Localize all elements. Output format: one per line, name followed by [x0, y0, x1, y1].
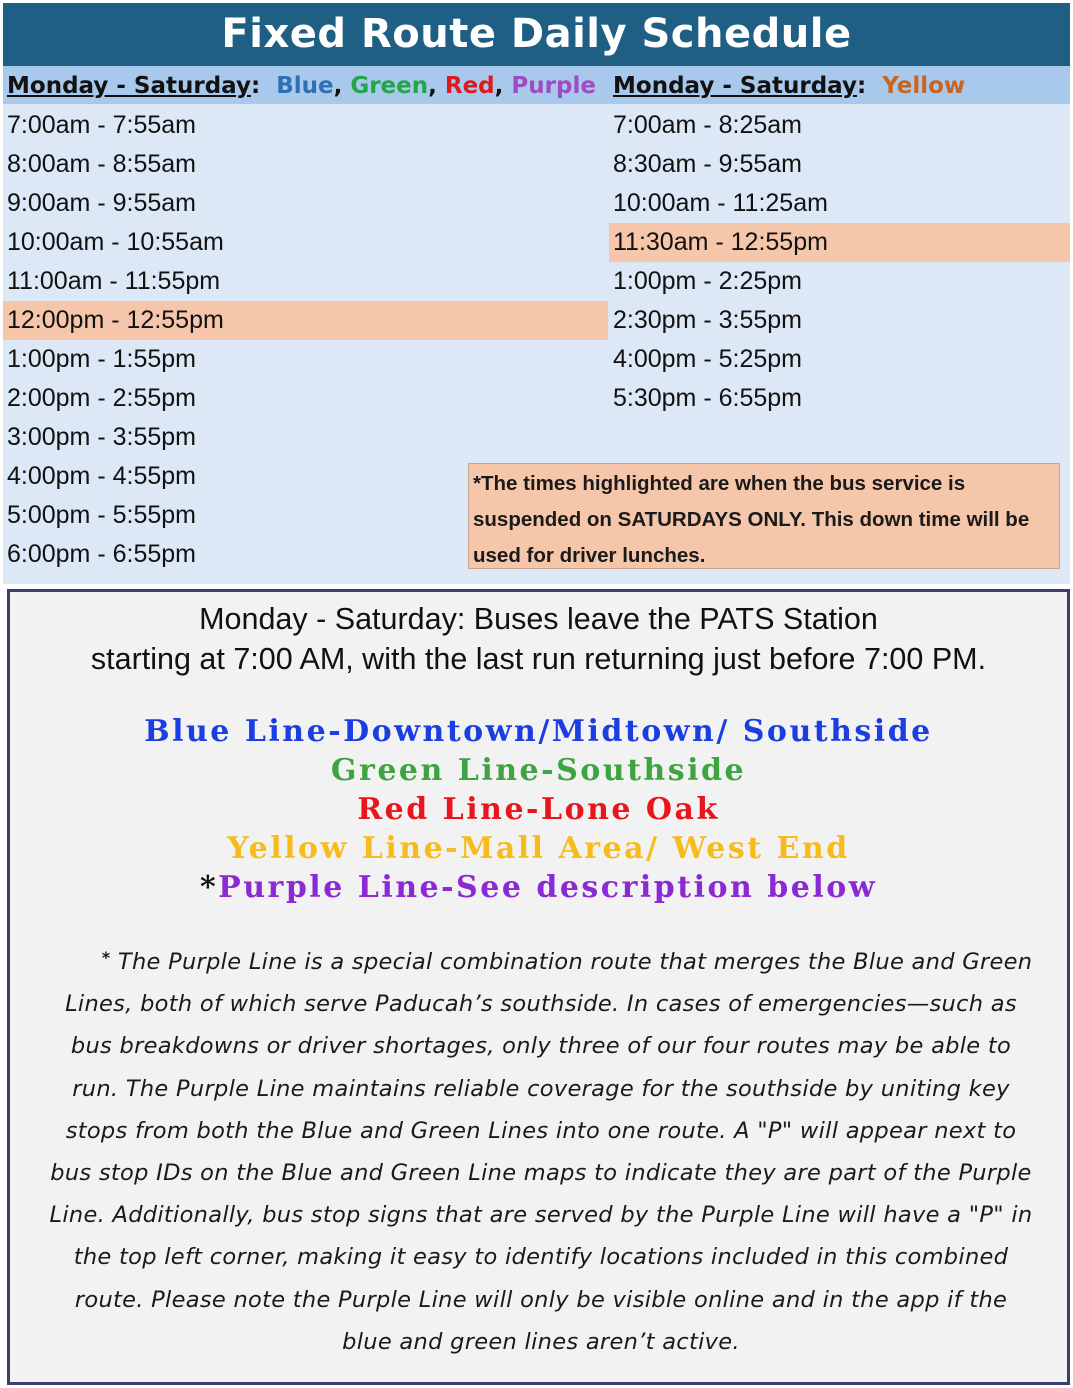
purple-line-label: Purple Line-See description below [218, 870, 878, 905]
right-time-slot: 4:00pm - 5:25pm [613, 345, 802, 373]
page-title: Fixed Route Daily Schedule [3, 3, 1070, 66]
left-time-slot: 3:00pm - 3:55pm [7, 423, 196, 451]
route-info-box [7, 589, 1070, 1385]
red-line-label: Red Line-Lone Oak [357, 792, 720, 827]
left-time-slot: 8:00am - 8:55am [7, 150, 196, 178]
intro-line-1: Monday - Saturday: Buses leave the PATS Station [199, 602, 878, 636]
right-days-label: Monday - Saturday [613, 73, 857, 99]
left-route-red: Red [444, 73, 495, 99]
saturday-note: *The times highlighted are when the bus service is suspended on SATURDAYS ONLY. This down time will be used for driver lunches. [468, 463, 1060, 569]
right-time-slot-highlighted: 11:30am - 12:55pm [609, 223, 1070, 262]
yellow-line-label: Yellow Line-Mall Area/ West End [227, 831, 850, 866]
left-route-list [276, 73, 596, 99]
left-route-blue: Blue [276, 73, 334, 99]
left-time-slot: 4:00pm - 4:55pm [7, 462, 196, 490]
left-route-separator: , [428, 73, 445, 99]
purple-line-row [10, 868, 1067, 907]
green-line-label: Green Line-Southside [330, 753, 747, 788]
intro-line-2: starting at 7:00 AM, with the last run returning just before 7:00 PM. [90, 642, 987, 676]
purple-line-asterisk: * [199, 870, 219, 905]
left-time-slot: 6:00pm - 6:55pm [7, 540, 196, 568]
right-time-list [609, 106, 1070, 418]
left-time-slot: 10:00am - 10:55am [7, 228, 224, 256]
purple-line-description [48, 937, 1034, 1363]
service-hours-intro [10, 599, 1067, 679]
left-time-slot: 11:00am - 11:55pm [7, 267, 221, 295]
schedule-table [3, 66, 1070, 584]
right-column-header [613, 66, 965, 104]
right-time-slot: 7:00am - 8:25am [613, 111, 802, 139]
right-route-yellow: Yellow [882, 73, 966, 99]
left-time-slot: 1:00pm - 1:55pm [7, 345, 196, 373]
left-route-separator: , [333, 73, 351, 99]
description-text: The Purple Line is a special combination route that merges the Blue and Green Lines, both of which serve Paducah’s southside. In cases of emergencies—such as bus breakdowns or driver shortages, only three of our four routes may be able to run. The Purple Line maintains reliable coverage for the southside by uniting key stops from both the Blue and Green Lines into one route. A "P" will appear next to bus stop IDs on the Blue and Green Line maps to indicate they are part of the Purple Line. Additionally, bus stop signs that are served by the Purple Line will have a "P" in the top left corner, making it easy to identify locations included in this combined route. Please note the Purple Line will only be visible online and in the app if the blue and green lines aren’t active. [49, 949, 1033, 1355]
schedule-header-row [3, 66, 1070, 104]
left-time-slot-highlighted: 12:00pm - 12:55pm [3, 301, 608, 340]
left-colon: : [250, 73, 261, 99]
right-time-slot: 10:00am - 11:25am [613, 189, 828, 217]
left-days-label: Monday - Saturday [7, 73, 251, 99]
right-colon: : [856, 73, 867, 99]
route-line-list [10, 712, 1067, 907]
right-route-list [882, 73, 965, 99]
description-asterisk: * [101, 948, 111, 967]
left-route-green: Green [350, 73, 429, 99]
right-time-slot: 2:30pm - 3:55pm [613, 306, 802, 334]
right-time-slot: 5:30pm - 6:55pm [613, 384, 802, 412]
left-column-header [7, 66, 596, 104]
left-time-slot: 2:00pm - 2:55pm [7, 384, 196, 412]
left-route-separator: , [494, 73, 512, 99]
left-route-purple: Purple [511, 73, 596, 99]
left-time-slot: 7:00am - 7:55am [7, 111, 196, 139]
blue-line-label: Blue Line-Downtown/Midtown/ Southside [144, 714, 933, 749]
right-time-slot: 8:30am - 9:55am [613, 150, 802, 178]
left-time-slot: 9:00am - 9:55am [7, 189, 196, 217]
left-time-slot: 5:00pm - 5:55pm [7, 501, 196, 529]
right-time-slot: 1:00pm - 2:25pm [613, 267, 802, 295]
